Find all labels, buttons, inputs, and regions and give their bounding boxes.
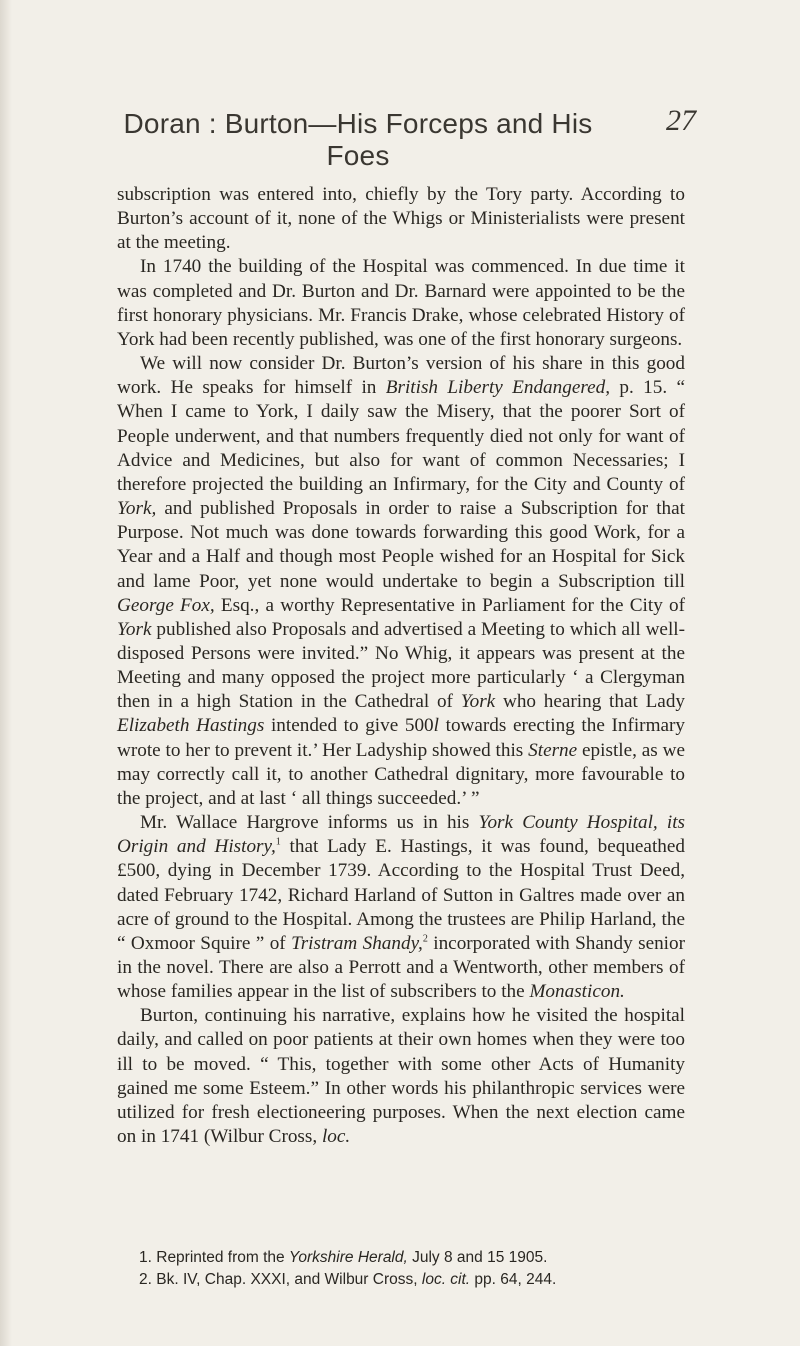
running-title: Doran : Burton—His Forceps and His Foes: [123, 108, 593, 171]
footnote-ref-1: 1: [275, 836, 281, 848]
footnotes: [117, 1247, 685, 1291]
page-gutter-shadow: [0, 0, 12, 1346]
paragraph-3: We will now consider Dr. Burton’s version of his share in this good work. He speaks for himself in British Liberty Endangered, p. 15. “ When I came to York, I daily saw the Misery, that the poorer Sort of People underwent, and that numbers frequently died not only for want of Advice and Medicines, but also for want of common Necessaries; I therefore projected the building an Infirmary, for the City and County of York, and published Proposals in order to raise a Subscription for that Purpose. Not much was done towards forwarding this good Work, for a Year and a Half and though most People wished for an Hospital for Sick and lame Poor, yet none would undertake to begin a Subscription till George Fox, Esq., a worthy Representative in Parliament for the City of York published also Proposals and advertised a Meeting to which all well-disposed Persons were invited.” No Whig, it appears was present at the Meeting and many opposed the project more particularly ‘ a Clergyman then in a high Station in the Cathedral of York who hearing that Lady Elizabeth Hastings intended to give 500l towards erecting the Infirmary wrote to her to prevent it.’ Her Ladyship showed this Sterne epistle, as we may correctly call it, to another Cathedral dignitary, more favourable to the project, and at last ‘ all things succeeded.’ ”: [117, 353, 686, 809]
footnote-1: 1. Reprinted from the Yorkshire Herald, July 8 and 15 1905.: [139, 1249, 548, 1266]
footnote-2: 2. Bk. IV, Chap. XXXI, and Wilbur Cross, loc. cit. pp. 64, 244.: [139, 1271, 557, 1288]
body-text: [117, 183, 685, 1149]
paragraph-1: subscription was entered into, chiefly by the Tory party. According to Burton’s account of it, none of the Whigs or Ministerialists were present at the meeting.: [117, 184, 685, 254]
page-header: [0, 84, 800, 171]
paragraph-4: Mr. Wallace Hargrove informs us in his York County Hospital, its Origin and History,$^1$ that Lady E. Hastings, it was found, bequeathed £500, dying in December 1739. According to the Hospital Trust Deed, dated February 1742, Richard Harland of Sutton in Galtres made over an acre of ground to the Hospital. Among the trustees are Philip Harland, the “ Oxmoor Squire ” of Tristram Shandy,$^2$ incorporated with Shandy senior in the novel. There are also a Perrott and a Wentworth, other members of whose families appear in the list of subscribers to the Monasticon.: [117, 812, 686, 1003]
paragraph-5: Burton, continuing his narrative, explains how he visited the hospital daily, and called on poor patients at their own homes when they were too ill to be moved. “ This, together with some other Acts of Humanity gained me some Esteem.” In other words his philanthropic services were utilized for fresh electioneering purposes. When the next election came on in 1741 (Wilbur Cross, loc.: [117, 1005, 685, 1148]
paragraph-2: In 1740 the building of the Hospital was commenced. In due time it was completed and Dr. Burton and Dr. Barnard were appointed to be the first honorary physicians. Mr. Francis Drake, whose celebrated History of York had been recently published, was one of the first honorary surgeons.: [117, 256, 685, 350]
footnote-ref-2: 2: [422, 933, 428, 945]
page-number: 27: [666, 104, 696, 137]
